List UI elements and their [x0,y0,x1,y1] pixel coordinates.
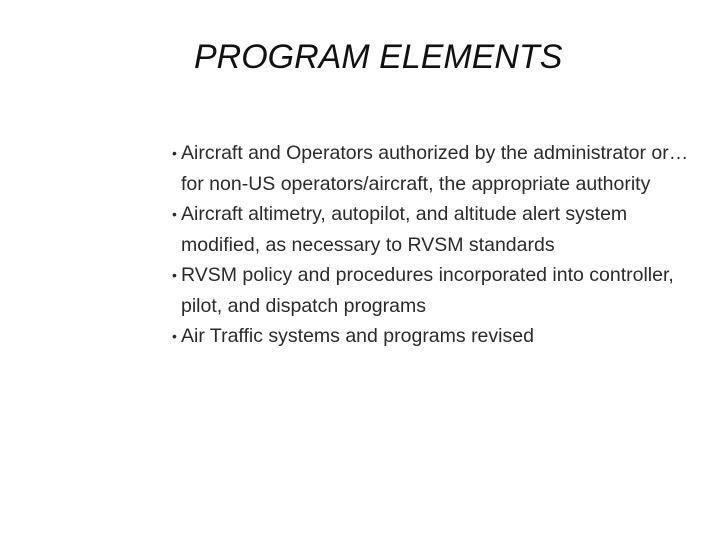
bullet-text: Air Traffic systems and programs revised [181,325,534,347]
bullet-dot-icon: • [172,206,177,222]
title-area [0,38,720,86]
bullet-text: Aircraft and Operators authorized by the administrator or… for non-US operators/aircraft, the appropriate authority [181,142,689,195]
bullet-text: Aircraft altimetry, autopilot, and altitude alert system modified, as necessary to RVSM standards [181,203,628,256]
bullet-list [172,138,692,352]
bullet-dot-icon: • [172,328,177,344]
slide-title: PROGRAM ELEMENTS [194,38,563,76]
bullet-dot-icon: • [172,145,177,161]
bullet-item [172,260,692,321]
bullet-item [172,321,692,352]
bullet-item [172,138,692,199]
bullet-dot-icon: • [172,267,177,283]
bullet-item [172,199,692,260]
bullet-text: RVSM policy and procedures incorporated into controller, pilot, and dispatch programs [181,264,674,317]
